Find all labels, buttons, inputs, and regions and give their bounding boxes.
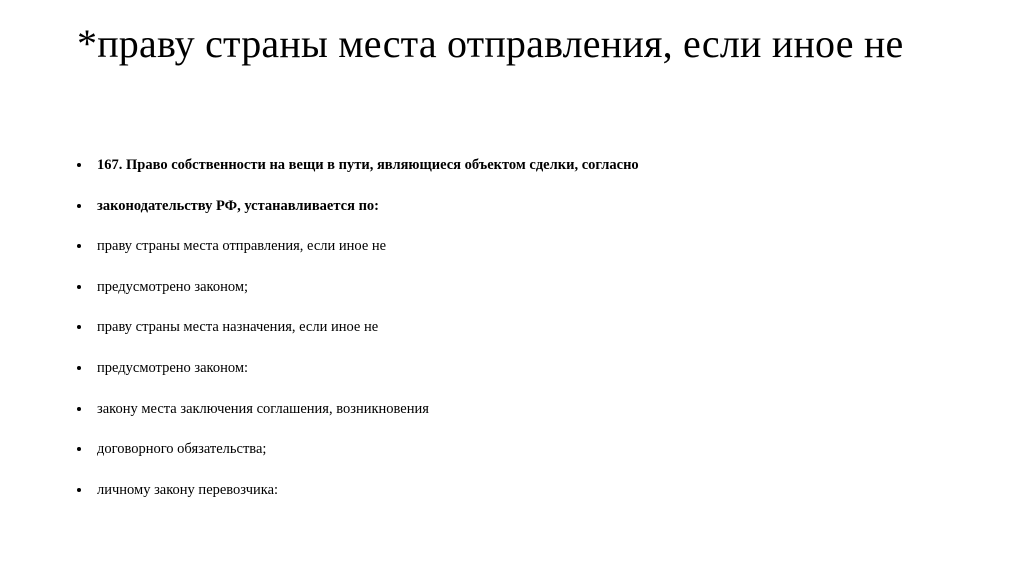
bullet-icon: [77, 488, 81, 492]
bullet-text: праву страны места назначения, если иное не: [97, 319, 379, 336]
bullet-text: закону места заключения соглашения, возникновения: [97, 400, 429, 417]
bullet-icon: [77, 285, 81, 289]
bullet-text: праву страны места отправления, если иное не: [97, 238, 387, 255]
slide-title: *праву страны места отправления, если иное не: [77, 21, 904, 66]
bullet-icon: [77, 447, 81, 451]
bullet-icon: [77, 325, 81, 329]
bullet-item: [77, 233, 957, 274]
bullet-item: [77, 152, 957, 193]
bullet-text: 167. Право собственности на вещи в пути, являющиеся объектом сделки, согласно: [97, 157, 639, 173]
bullet-text: предусмотрено законом;: [97, 278, 249, 295]
bullet-text: законодательству РФ, устанавливается по:: [97, 197, 380, 214]
bullet-item: [77, 396, 957, 437]
bullet-icon: [77, 407, 81, 411]
bullet-text: договорного обязательства;: [97, 441, 267, 458]
bullet-item: [77, 314, 957, 355]
bullet-item: [77, 193, 957, 234]
bullet-icon: [77, 244, 81, 248]
bullet-text: личному закону перевозчика:: [97, 481, 279, 498]
bullet-icon: [77, 163, 81, 167]
bullet-text: предусмотрено законом:: [97, 359, 249, 376]
bullet-list: [77, 152, 957, 517]
bullet-item: [77, 355, 957, 396]
bullet-icon: [77, 204, 81, 208]
bullet-item: [77, 274, 957, 315]
bullet-item: [77, 477, 957, 518]
bullet-icon: [77, 366, 81, 370]
bullet-item: [77, 436, 957, 477]
